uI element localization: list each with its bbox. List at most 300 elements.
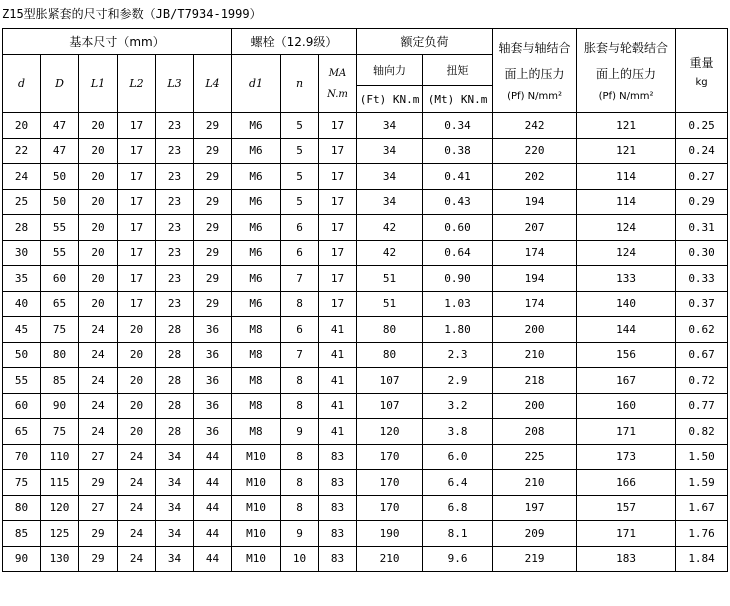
table-cell: 36 [194,393,232,419]
table-cell: 60 [41,266,79,292]
table-cell: 202 [493,164,577,190]
table-row [3,266,728,292]
table-cell: 29 [194,113,232,139]
table-cell: 24 [79,368,118,394]
table-cell: M10 [232,495,281,521]
table-cell: M6 [232,240,281,266]
table-cell: 1.76 [676,521,728,547]
table-cell: M10 [232,470,281,496]
table-cell: 6.0 [423,444,493,470]
table-cell: 44 [194,521,232,547]
table-cell: M6 [232,291,281,317]
table-cell: 17 [319,189,357,215]
table-row [3,342,728,368]
table-cell: 107 [357,393,423,419]
table-cell: 83 [319,444,357,470]
table-cell: 28 [3,215,41,241]
table-cell: 157 [577,495,676,521]
table-cell: 171 [577,419,676,445]
table-cell: 0.30 [676,240,728,266]
table-cell: M6 [232,266,281,292]
table-cell: 36 [194,342,232,368]
table-cell: 110 [41,444,79,470]
table-cell: 28 [156,317,194,343]
table-cell: 17 [118,113,156,139]
table-cell: 0.25 [676,113,728,139]
table-cell: 29 [79,470,118,496]
table-cell: M10 [232,521,281,547]
table-cell: 23 [156,215,194,241]
table-cell: 85 [41,368,79,394]
table-row [3,164,728,190]
table-cell: 55 [41,215,79,241]
header-n: n [281,55,319,113]
table-cell: M6 [232,189,281,215]
table-cell: M10 [232,444,281,470]
table-cell: M10 [232,546,281,572]
table-cell: 0.33 [676,266,728,292]
table-cell: 42 [357,240,423,266]
table-cell: M6 [232,138,281,164]
header-hub-pressure-line1: 胀套与轮毂结合 [584,41,669,55]
table-cell: 174 [493,240,577,266]
page-title: Z15型胀紧套的尺寸和参数（JB/T7934-1999） [2,7,262,21]
table-cell: 90 [3,546,41,572]
table-cell: 171 [577,521,676,547]
table-row [3,521,728,547]
table-cell: 17 [319,138,357,164]
table-cell: 20 [118,342,156,368]
table-cell: 0.82 [676,419,728,445]
table-cell: 120 [357,419,423,445]
table-cell: 0.24 [676,138,728,164]
header-axial: 轴向力 [357,55,423,86]
table-row [3,113,728,139]
table-cell: 8 [281,368,319,394]
table-cell: 83 [319,521,357,547]
table-cell: 6 [281,240,319,266]
table-cell: 197 [493,495,577,521]
table-row [3,546,728,572]
table-cell: 29 [194,138,232,164]
table-cell: 190 [357,521,423,547]
header-torque-unit: (Mt) KN.m [423,86,493,113]
table-cell: 80 [41,342,79,368]
table-cell: 160 [577,393,676,419]
table-cell: 20 [79,291,118,317]
header-hub-pressure-line2: 面上的压力 [596,67,657,81]
table-cell: 80 [357,317,423,343]
table-cell: 9.6 [423,546,493,572]
table-cell: 9 [281,419,319,445]
table-cell: 36 [194,419,232,445]
table-cell: 20 [79,138,118,164]
table-cell: 20 [79,266,118,292]
table-cell: 27 [79,444,118,470]
table-cell: 10 [281,546,319,572]
table-cell: 83 [319,495,357,521]
table-cell: 24 [79,342,118,368]
table-cell: 218 [493,368,577,394]
header-MA-line1: MA [328,67,347,79]
header-d1: d1 [232,55,281,113]
table-cell: 28 [156,368,194,394]
table-cell: 28 [156,342,194,368]
table-cell: 17 [319,113,357,139]
table-cell: 120 [41,495,79,521]
table-cell: 17 [118,240,156,266]
table-cell: 210 [357,546,423,572]
table-cell: 194 [493,189,577,215]
table-cell: 5 [281,113,319,139]
table-cell: 20 [118,393,156,419]
table-cell: 207 [493,215,577,241]
table-cell: 80 [357,342,423,368]
header-L3: L3 [156,55,194,113]
table-cell: 60 [3,393,41,419]
table-cell: 35 [3,266,41,292]
table-cell: 23 [156,189,194,215]
table-cell: 121 [577,113,676,139]
table-cell: 174 [493,291,577,317]
table-cell: 24 [79,393,118,419]
table-cell: 114 [577,164,676,190]
table-cell: 50 [41,189,79,215]
table-cell: 183 [577,546,676,572]
table-cell: 30 [3,240,41,266]
table-cell: 55 [41,240,79,266]
table-cell: 1.59 [676,470,728,496]
table-cell: 3.2 [423,393,493,419]
table-cell: 133 [577,266,676,292]
table-cell: 144 [577,317,676,343]
table-cell: M6 [232,113,281,139]
table-cell: 20 [79,215,118,241]
table-cell: 34 [357,113,423,139]
table-cell: 41 [319,368,357,394]
table-cell: 28 [156,419,194,445]
header-hub-pressure [577,29,676,113]
table-cell: 23 [156,164,194,190]
table-cell: 20 [79,164,118,190]
table-row [3,291,728,317]
table-row [3,368,728,394]
table-cell: 17 [118,291,156,317]
table-cell: 200 [493,393,577,419]
table-cell: 23 [156,138,194,164]
header-shaft-pressure-line1: 轴套与轴结合 [498,41,571,55]
table-cell: 1.67 [676,495,728,521]
table-cell: 0.62 [676,317,728,343]
table-cell: 25 [3,189,41,215]
table-cell: 90 [41,393,79,419]
table-cell: 20 [79,240,118,266]
header-bolt: 螺栓（12.9级） [232,29,357,55]
header-d: d [3,55,41,113]
table-cell: 29 [194,291,232,317]
table-cell: M8 [232,342,281,368]
table-cell: 170 [357,444,423,470]
table-row [3,189,728,215]
table-cell: 23 [156,291,194,317]
table-cell: 75 [3,470,41,496]
table-cell: 0.27 [676,164,728,190]
table-cell: 0.72 [676,368,728,394]
table-cell: 44 [194,495,232,521]
table-row [3,317,728,343]
table-cell: 1.50 [676,444,728,470]
table-row [3,240,728,266]
table-cell: 41 [319,317,357,343]
table-cell: 170 [357,495,423,521]
table-row [3,419,728,445]
table-cell: 7 [281,266,319,292]
table-cell: 23 [156,266,194,292]
table-cell: 7 [281,342,319,368]
table-cell: 6 [281,215,319,241]
table-cell: 24 [118,470,156,496]
table-cell: 42 [357,215,423,241]
table-cell: 24 [3,164,41,190]
table-cell: 124 [577,215,676,241]
table-cell: 124 [577,240,676,266]
table-cell: 0.41 [423,164,493,190]
table-cell: 24 [79,317,118,343]
table-cell: 50 [41,164,79,190]
header-axial-unit: (Ft) KN.m [357,86,423,113]
table-cell: 24 [118,546,156,572]
table-cell: 9 [281,521,319,547]
header-D: D [41,55,79,113]
table-cell: 23 [156,113,194,139]
table-cell: 41 [319,419,357,445]
table-cell: 70 [3,444,41,470]
table-cell: 0.31 [676,215,728,241]
table-cell: 8 [281,470,319,496]
table-row [3,470,728,496]
table-cell: 85 [3,521,41,547]
header-weight [676,29,728,113]
table-cell: 44 [194,546,232,572]
table-cell: 210 [493,470,577,496]
table-cell: 17 [118,215,156,241]
table-cell: M6 [232,215,281,241]
table-cell: 17 [319,240,357,266]
table-cell: 75 [41,419,79,445]
table-cell: 2.9 [423,368,493,394]
table-cell: 17 [118,138,156,164]
table-cell: 29 [79,546,118,572]
table-cell: 51 [357,291,423,317]
table-cell: 156 [577,342,676,368]
table-cell: 200 [493,317,577,343]
header-rated-load: 额定负荷 [357,29,493,55]
table-cell: 29 [79,521,118,547]
table-cell: 20 [118,368,156,394]
table-cell: 0.77 [676,393,728,419]
table-row [3,138,728,164]
table-cell: 8.1 [423,521,493,547]
table-cell: 0.64 [423,240,493,266]
table-cell: 41 [319,393,357,419]
table-cell: 28 [156,393,194,419]
table-cell: 17 [319,164,357,190]
table-cell: 17 [319,266,357,292]
table-cell: 29 [194,240,232,266]
table-cell: 45 [3,317,41,343]
table-cell: 17 [319,291,357,317]
table-cell: 194 [493,266,577,292]
table-cell: 23 [156,240,194,266]
table-row [3,444,728,470]
table-cell: 8 [281,444,319,470]
table-cell: 41 [319,342,357,368]
table-cell: 6.8 [423,495,493,521]
table-cell: 2.3 [423,342,493,368]
header-hub-pressure-line3: (Pf) N/mm² [598,91,654,102]
table-cell: 5 [281,164,319,190]
table-cell: 17 [118,164,156,190]
table-cell: 24 [118,495,156,521]
table-cell: 115 [41,470,79,496]
table-cell: 34 [357,164,423,190]
table-cell: 8 [281,291,319,317]
table-cell: 0.29 [676,189,728,215]
header-shaft-pressure-line3: (Pf) N/mm² [507,91,562,102]
table-cell: 1.03 [423,291,493,317]
table-cell: 44 [194,470,232,496]
table-cell: 29 [194,266,232,292]
table-cell: 83 [319,546,357,572]
table-cell: 27 [79,495,118,521]
header-torque: 扭矩 [423,55,493,86]
table-cell: 47 [41,138,79,164]
table-cell: 29 [194,164,232,190]
table-cell: 114 [577,189,676,215]
table-cell: 34 [357,189,423,215]
table-cell: 6 [281,317,319,343]
header-MA-line2: N.m [327,88,348,100]
table-cell: 0.43 [423,189,493,215]
table-cell: 17 [319,215,357,241]
table-cell: 36 [194,368,232,394]
table-cell: 29 [194,189,232,215]
table-cell: 167 [577,368,676,394]
table-cell: 0.67 [676,342,728,368]
table-cell: 17 [118,266,156,292]
table-cell: M8 [232,419,281,445]
table-cell: 5 [281,138,319,164]
table-cell: 20 [79,113,118,139]
table-cell: 17 [118,189,156,215]
table-cell: 29 [194,215,232,241]
table-cell: 44 [194,444,232,470]
table-cell: 50 [3,342,41,368]
table-cell: 20 [3,113,41,139]
spec-table [2,28,728,572]
table-cell: 0.34 [423,113,493,139]
table-cell: 219 [493,546,577,572]
table-cell: 24 [79,419,118,445]
table-cell: 209 [493,521,577,547]
table-cell: 166 [577,470,676,496]
table-cell: 208 [493,419,577,445]
table-cell: 55 [3,368,41,394]
table-cell: M8 [232,317,281,343]
table-cell: 225 [493,444,577,470]
table-cell: 24 [118,444,156,470]
table-cell: 80 [3,495,41,521]
table-cell: M8 [232,393,281,419]
table-cell: 20 [79,189,118,215]
table-cell: 83 [319,470,357,496]
table-cell: 8 [281,393,319,419]
table-cell: 0.60 [423,215,493,241]
table-cell: 51 [357,266,423,292]
table-cell: 170 [357,470,423,496]
table-header [3,29,728,113]
table-cell: 5 [281,189,319,215]
header-L2: L2 [118,55,156,113]
table-cell: 107 [357,368,423,394]
table-cell: 65 [3,419,41,445]
header-basic-size: 基本尺寸（mm） [3,29,232,55]
table-cell: 65 [41,291,79,317]
table-row [3,215,728,241]
header-MA [319,55,357,113]
table-cell: 34 [357,138,423,164]
table-cell: 34 [156,521,194,547]
table-cell: 34 [156,495,194,521]
table-cell: 3.8 [423,419,493,445]
table-cell: 22 [3,138,41,164]
table-cell: 1.84 [676,546,728,572]
header-weight-line1: 重量 [689,55,714,70]
table-cell: 1.80 [423,317,493,343]
table-cell: 0.38 [423,138,493,164]
header-weight-line2: kg [695,76,708,88]
table-cell: 34 [156,546,194,572]
table-cell: 47 [41,113,79,139]
table-cell: 34 [156,444,194,470]
table-cell: 20 [118,317,156,343]
table-cell: 220 [493,138,577,164]
table-body [3,113,728,572]
table-cell: 36 [194,317,232,343]
table-cell: 20 [118,419,156,445]
table-cell: 34 [156,470,194,496]
table-cell: 242 [493,113,577,139]
table-cell: 140 [577,291,676,317]
header-shaft-pressure-line2: 面上的压力 [504,67,565,81]
table-cell: 210 [493,342,577,368]
header-L1: L1 [79,55,118,113]
table-cell: 130 [41,546,79,572]
table-cell: 24 [118,521,156,547]
table-cell: 0.90 [423,266,493,292]
header-shaft-pressure [493,29,577,113]
table-cell: M6 [232,164,281,190]
table-row [3,393,728,419]
table-cell: 121 [577,138,676,164]
table-cell: M8 [232,368,281,394]
table-row [3,495,728,521]
table-cell: 40 [3,291,41,317]
table-cell: 6.4 [423,470,493,496]
table-cell: 125 [41,521,79,547]
table-cell: 75 [41,317,79,343]
header-L4: L4 [194,55,232,113]
